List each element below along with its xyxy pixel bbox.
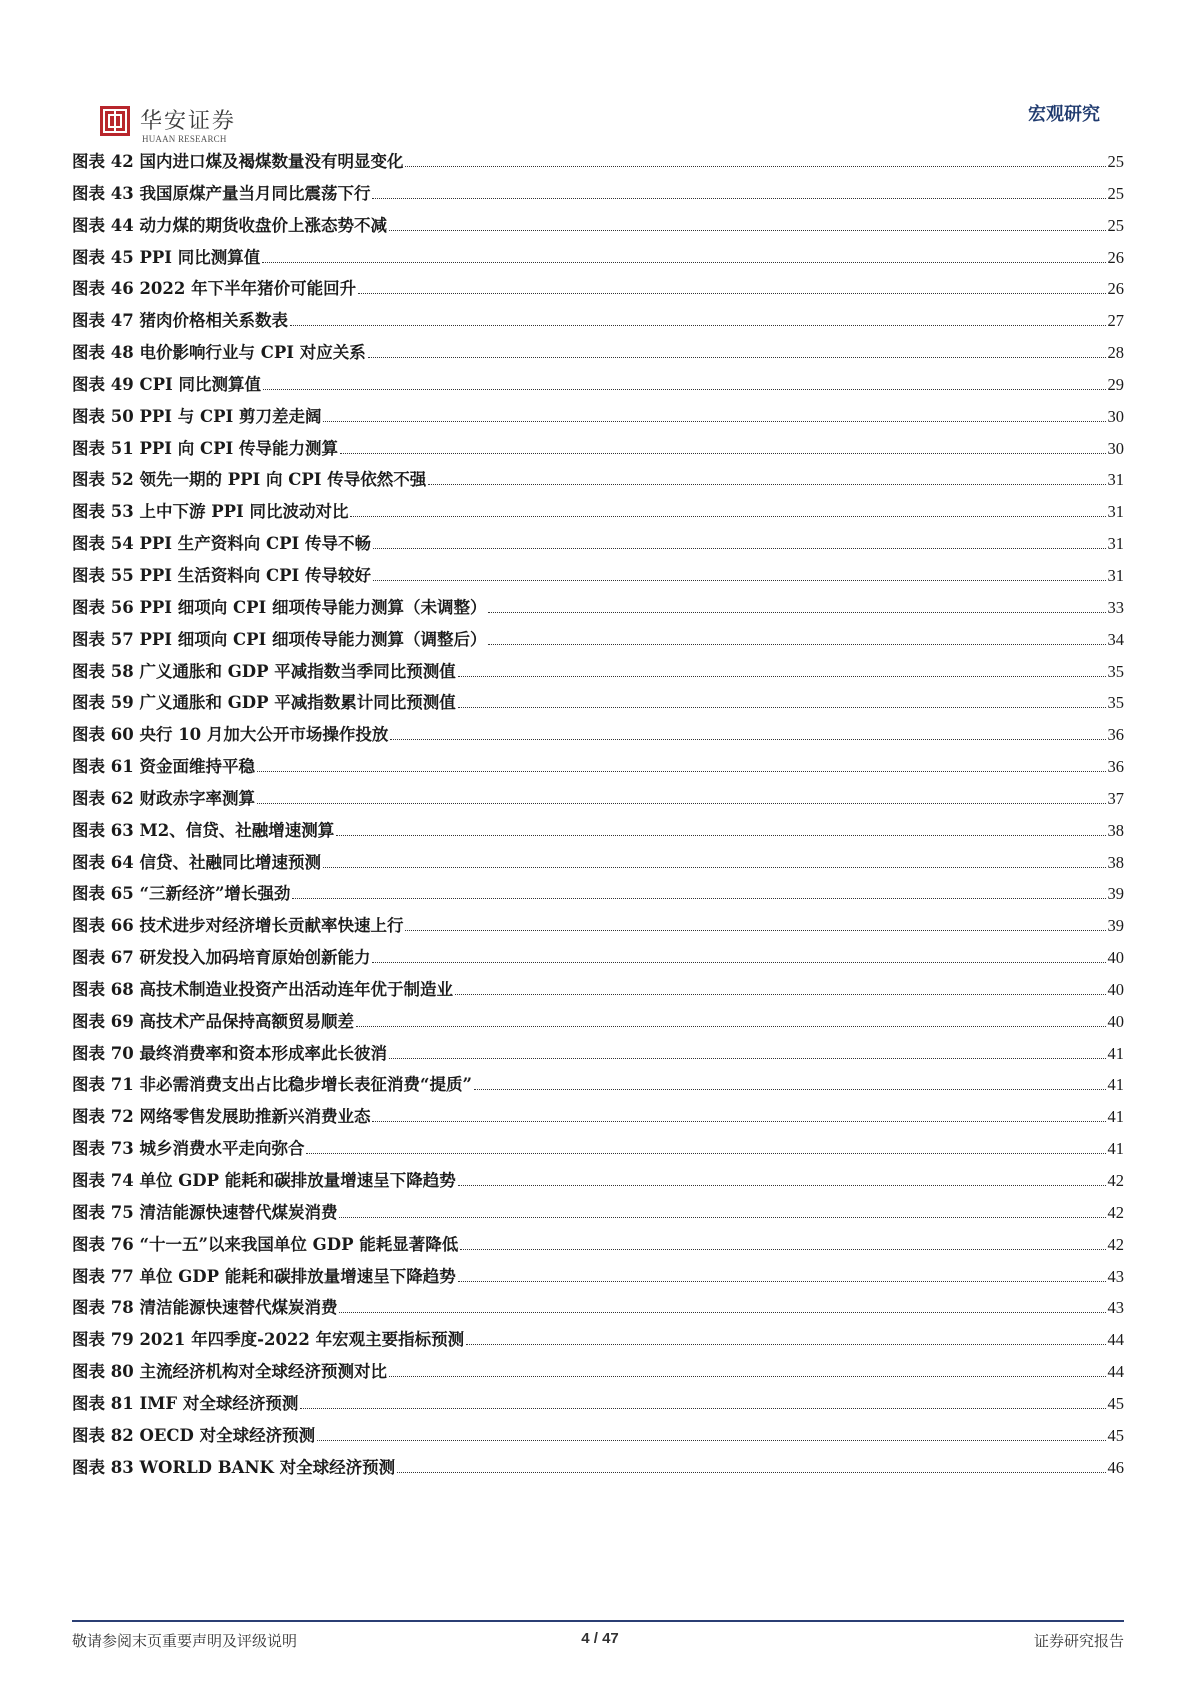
toc-dot-leader bbox=[389, 1058, 1106, 1059]
toc-entry-label: 图表 78 清洁能源快速替代煤炭消费 bbox=[72, 1298, 338, 1318]
toc-entry-page: 27 bbox=[1107, 311, 1124, 331]
toc-entry-label: 图表 82 OECD 对全球经济预测 bbox=[72, 1425, 316, 1445]
toc-entry[interactable] bbox=[72, 212, 1124, 244]
toc-entry-label: 图表 83 WORLD BANK 对全球经济预测 bbox=[72, 1457, 396, 1477]
toc-dot-leader bbox=[488, 612, 1105, 613]
toc-dot-leader bbox=[290, 325, 1106, 326]
toc-entry-label: 图表 81 IMF 对全球经济预测 bbox=[72, 1393, 299, 1413]
toc-entry[interactable] bbox=[72, 466, 1124, 498]
toc-entry-page: 36 bbox=[1107, 757, 1124, 777]
toc-dot-leader bbox=[397, 1472, 1105, 1473]
toc-entry[interactable] bbox=[72, 880, 1124, 912]
page-indicator: 4 / 47 bbox=[581, 1630, 619, 1647]
toc-entry-page: 41 bbox=[1107, 1139, 1124, 1159]
toc-entry[interactable] bbox=[72, 403, 1124, 435]
toc-entry[interactable] bbox=[72, 1294, 1124, 1326]
toc-entry[interactable] bbox=[72, 976, 1124, 1008]
footer-disclaimer: 敬请参阅末页重要声明及评级说明 bbox=[72, 1632, 298, 1650]
toc-entry[interactable] bbox=[72, 912, 1124, 944]
toc-entry-label: 图表 47 猪肉价格相关系数表 bbox=[72, 311, 288, 331]
toc-dot-leader bbox=[373, 580, 1106, 581]
toc-entry-label: 图表 63 M2、信贷、社融增速测算 bbox=[72, 820, 335, 840]
toc-entry-label: 图表 44 动力煤的期货收盘价上涨态势不减 bbox=[72, 215, 387, 235]
toc-entry-label: 图表 72 网络零售发展助推新兴消费业态 bbox=[72, 1107, 371, 1127]
toc-dot-leader bbox=[339, 1312, 1105, 1313]
toc-entry-label: 图表 80 主流经济机构对全球经济预测对比 bbox=[72, 1362, 387, 1382]
toc-dot-leader bbox=[460, 1249, 1105, 1250]
toc-dot-leader bbox=[373, 548, 1106, 549]
toc-entry-page: 42 bbox=[1107, 1171, 1124, 1190]
toc-entry-page: 25 bbox=[1107, 152, 1124, 171]
toc-dot-leader bbox=[257, 771, 1106, 772]
toc-entry-page: 42 bbox=[1107, 1202, 1124, 1222]
toc-entry-label: 图表 60 央行 10 月加大公开市场操作投放 bbox=[72, 725, 389, 745]
toc-entry-page: 43 bbox=[1107, 1266, 1124, 1286]
table-of-figures bbox=[72, 148, 1124, 1485]
toc-entry[interactable] bbox=[72, 721, 1124, 753]
toc-entry-label: 图表 51 PPI 向 CPI 传导能力测算 bbox=[72, 438, 338, 458]
toc-dot-leader bbox=[405, 930, 1105, 931]
toc-entry-label: 图表 68 高技术制造业投资产出活动连年优于制造业 bbox=[72, 979, 453, 999]
toc-dot-leader bbox=[262, 262, 1105, 263]
toc-entry-page: 41 bbox=[1107, 1107, 1124, 1127]
toc-dot-leader bbox=[292, 898, 1105, 899]
toc-dot-leader bbox=[458, 676, 1106, 677]
toc-entry-label: 图表 77 单位 GDP 能耗和碳排放量增速呈下降趋势 bbox=[72, 1266, 456, 1286]
toc-dot-leader bbox=[323, 421, 1105, 422]
toc-entry[interactable] bbox=[72, 275, 1124, 307]
toc-entry[interactable] bbox=[72, 626, 1124, 658]
toc-dot-leader bbox=[257, 803, 1106, 804]
toc-entry[interactable] bbox=[72, 562, 1124, 594]
toc-entry-page: 41 bbox=[1107, 1043, 1124, 1063]
toc-dot-leader bbox=[389, 1376, 1106, 1377]
toc-entry-page: 31 bbox=[1107, 534, 1124, 554]
toc-entry-label: 图表 59 广义通胀和 GDP 平减指数累计同比预测值 bbox=[72, 693, 456, 713]
page-header bbox=[100, 100, 1100, 148]
toc-entry-label: 图表 57 PPI 细项向 CPI 细项传导能力测算（调整后） bbox=[72, 629, 487, 649]
toc-entry-page: 31 bbox=[1107, 565, 1124, 585]
logo-subtext: HUAAN RESEARCH bbox=[142, 134, 227, 144]
toc-entry-label: 图表 67 研发投入加码培育原始创新能力 bbox=[72, 948, 371, 968]
toc-entry[interactable] bbox=[72, 307, 1124, 339]
toc-entry-page: 25 bbox=[1107, 183, 1124, 203]
toc-entry-label: 图表 65 “三新经济”增长强劲 bbox=[72, 884, 291, 904]
toc-dot-leader bbox=[336, 835, 1105, 836]
toc-dot-leader bbox=[488, 644, 1105, 645]
toc-entry-label: 图表 61 资金面维持平稳 bbox=[72, 757, 255, 777]
toc-entry[interactable] bbox=[72, 148, 1124, 180]
toc-entry-label: 图表 74 单位 GDP 能耗和碳排放量增速呈下降趋势 bbox=[72, 1171, 456, 1190]
toc-entry-page: 39 bbox=[1107, 884, 1124, 904]
logo-text: 华安证券 bbox=[140, 109, 237, 134]
toc-entry[interactable] bbox=[72, 1008, 1124, 1040]
toc-dot-leader bbox=[340, 453, 1106, 454]
toc-entry[interactable] bbox=[72, 817, 1124, 849]
toc-entry-page: 35 bbox=[1107, 661, 1124, 681]
toc-entry-label: 图表 50 PPI 与 CPI 剪刀差走阔 bbox=[72, 406, 322, 426]
toc-dot-leader bbox=[323, 867, 1106, 868]
toc-dot-leader bbox=[405, 166, 1105, 167]
toc-entry[interactable] bbox=[72, 1199, 1124, 1231]
toc-entry[interactable] bbox=[72, 530, 1124, 562]
toc-entry-label: 图表 46 2022 年下半年猪价可能回升 bbox=[72, 279, 357, 299]
toc-entry[interactable] bbox=[72, 1454, 1124, 1486]
toc-entry-label: 图表 79 2021 年四季度-2022 年宏观主要指标预测 bbox=[72, 1330, 465, 1350]
toc-entry-label: 图表 49 CPI 同比测算值 bbox=[72, 374, 261, 394]
toc-entry-label: 图表 52 领先一期的 PPI 向 CPI 传导依然不强 bbox=[72, 470, 427, 490]
toc-entry[interactable] bbox=[72, 1167, 1124, 1199]
toc-entry-page: 34 bbox=[1107, 629, 1124, 649]
toc-dot-leader bbox=[466, 1344, 1105, 1345]
toc-dot-leader bbox=[317, 1440, 1105, 1441]
toc-entry-page: 43 bbox=[1107, 1298, 1124, 1318]
toc-entry-label: 图表 62 财政赤字率测算 bbox=[72, 788, 255, 808]
toc-entry-page: 40 bbox=[1107, 979, 1124, 999]
toc-entry[interactable] bbox=[72, 658, 1124, 690]
toc-entry-page: 31 bbox=[1107, 502, 1124, 522]
toc-dot-leader bbox=[372, 198, 1105, 199]
toc-dot-leader bbox=[458, 1185, 1106, 1186]
toc-entry-page: 38 bbox=[1107, 820, 1124, 840]
toc-entry-page: 46 bbox=[1107, 1457, 1124, 1477]
toc-entry[interactable] bbox=[72, 1071, 1124, 1103]
toc-entry-label: 图表 55 PPI 生活资料向 CPI 传导较好 bbox=[72, 565, 371, 585]
toc-entry-label: 图表 58 广义通胀和 GDP 平减指数当季同比预测值 bbox=[72, 661, 456, 681]
toc-entry-label: 图表 66 技术进步对经济增长贡献率快速上行 bbox=[72, 916, 404, 936]
toc-entry-label: 图表 64 信贷、社融同比增速预测 bbox=[72, 852, 321, 872]
toc-entry-page: 40 bbox=[1107, 1011, 1124, 1031]
toc-entry[interactable] bbox=[72, 785, 1124, 817]
toc-entry-page: 44 bbox=[1107, 1362, 1124, 1382]
report-type: 证券研究报告 bbox=[1033, 1632, 1124, 1650]
toc-entry-label: 图表 45 PPI 同比测算值 bbox=[72, 247, 261, 267]
toc-dot-leader bbox=[474, 1089, 1106, 1090]
toc-entry-page: 26 bbox=[1107, 279, 1124, 299]
toc-entry-label: 图表 70 最终消费率和资本形成率此长彼消 bbox=[72, 1043, 387, 1063]
toc-entry[interactable] bbox=[72, 1103, 1124, 1135]
toc-entry[interactable] bbox=[72, 371, 1124, 403]
toc-entry[interactable] bbox=[72, 435, 1124, 467]
toc-entry-page: 30 bbox=[1107, 406, 1124, 426]
toc-entry-page: 40 bbox=[1107, 948, 1124, 968]
toc-dot-leader bbox=[455, 994, 1106, 995]
toc-dot-leader bbox=[372, 1121, 1105, 1122]
toc-entry[interactable] bbox=[72, 180, 1124, 212]
toc-entry[interactable] bbox=[72, 244, 1124, 276]
toc-entry-page: 36 bbox=[1107, 725, 1124, 745]
toc-entry-label: 图表 75 清洁能源快速替代煤炭消费 bbox=[72, 1202, 338, 1222]
toc-dot-leader bbox=[428, 484, 1105, 485]
toc-entry-label: 图表 73 城乡消费水平走向弥合 bbox=[72, 1139, 305, 1159]
toc-dot-leader bbox=[458, 707, 1106, 708]
toc-entry-page: 38 bbox=[1107, 852, 1124, 872]
toc-entry[interactable] bbox=[72, 1263, 1124, 1295]
toc-entry-page: 26 bbox=[1107, 247, 1124, 267]
toc-entry-page: 37 bbox=[1107, 788, 1124, 808]
toc-entry-page: 44 bbox=[1107, 1330, 1124, 1350]
toc-entry-label: 图表 71 非必需消费支出占比稳步增长表征消费“提质” bbox=[72, 1075, 472, 1095]
toc-dot-leader bbox=[263, 389, 1106, 390]
footer-divider bbox=[72, 1620, 1124, 1622]
toc-entry-label: 图表 53 上中下游 PPI 同比波动对比 bbox=[72, 502, 349, 522]
section-title: 宏观研究 bbox=[1028, 104, 1100, 125]
toc-entry-page: 25 bbox=[1107, 215, 1124, 235]
toc-entry-page: 45 bbox=[1107, 1425, 1124, 1445]
toc-dot-leader bbox=[368, 357, 1106, 358]
toc-entry[interactable] bbox=[72, 944, 1124, 976]
toc-entry-label: 图表 43 我国原煤产量当月同比震荡下行 bbox=[72, 183, 371, 203]
toc-entry-page: 35 bbox=[1107, 693, 1124, 713]
toc-entry-page: 31 bbox=[1107, 470, 1124, 490]
toc-dot-leader bbox=[300, 1408, 1105, 1409]
toc-entry[interactable] bbox=[72, 753, 1124, 785]
toc-dot-leader bbox=[306, 1153, 1105, 1154]
toc-entry[interactable] bbox=[72, 339, 1124, 371]
toc-dot-leader bbox=[372, 962, 1105, 963]
toc-dot-leader bbox=[390, 739, 1105, 740]
toc-dot-leader bbox=[339, 1217, 1105, 1218]
toc-entry[interactable] bbox=[72, 689, 1124, 721]
toc-entry[interactable] bbox=[72, 1358, 1124, 1390]
toc-entry[interactable] bbox=[72, 1326, 1124, 1358]
toc-dot-leader bbox=[356, 1026, 1106, 1027]
toc-dot-leader bbox=[358, 293, 1105, 294]
toc-entry-label: 图表 42 国内进口煤及褐煤数量没有明显变化 bbox=[72, 152, 404, 171]
toc-entry-page: 33 bbox=[1107, 597, 1124, 617]
toc-entry[interactable] bbox=[72, 1040, 1124, 1072]
toc-entry-label: 图表 48 电价影响行业与 CPI 对应关系 bbox=[72, 343, 366, 363]
toc-entry[interactable] bbox=[72, 1135, 1124, 1167]
toc-entry-page: 30 bbox=[1107, 438, 1124, 458]
toc-entry[interactable] bbox=[72, 498, 1124, 530]
toc-entry-page: 29 bbox=[1107, 374, 1124, 394]
toc-entry-page: 28 bbox=[1107, 343, 1124, 363]
toc-entry-page: 39 bbox=[1107, 916, 1124, 936]
toc-entry-page: 42 bbox=[1107, 1234, 1124, 1254]
toc-dot-leader bbox=[458, 1281, 1106, 1282]
toc-entry[interactable] bbox=[72, 1422, 1124, 1454]
toc-entry[interactable] bbox=[72, 1231, 1124, 1263]
toc-entry[interactable] bbox=[72, 1390, 1124, 1422]
toc-entry-label: 图表 69 高技术产品保持高额贸易顺差 bbox=[72, 1011, 354, 1031]
toc-entry[interactable] bbox=[72, 594, 1124, 626]
toc-entry-page: 41 bbox=[1107, 1075, 1124, 1095]
toc-entry-label: 图表 54 PPI 生产资料向 CPI 传导不畅 bbox=[72, 534, 371, 554]
toc-dot-leader bbox=[389, 230, 1106, 231]
toc-dot-leader bbox=[350, 516, 1105, 517]
huaan-logo-icon bbox=[100, 106, 130, 136]
toc-entry-label: 图表 76 “十一五”以来我国单位 GDP 能耗显著降低 bbox=[72, 1234, 459, 1254]
toc-entry[interactable] bbox=[72, 849, 1124, 881]
toc-entry-page: 45 bbox=[1107, 1393, 1124, 1413]
toc-entry-label: 图表 56 PPI 细项向 CPI 细项传导能力测算（未调整） bbox=[72, 597, 487, 617]
